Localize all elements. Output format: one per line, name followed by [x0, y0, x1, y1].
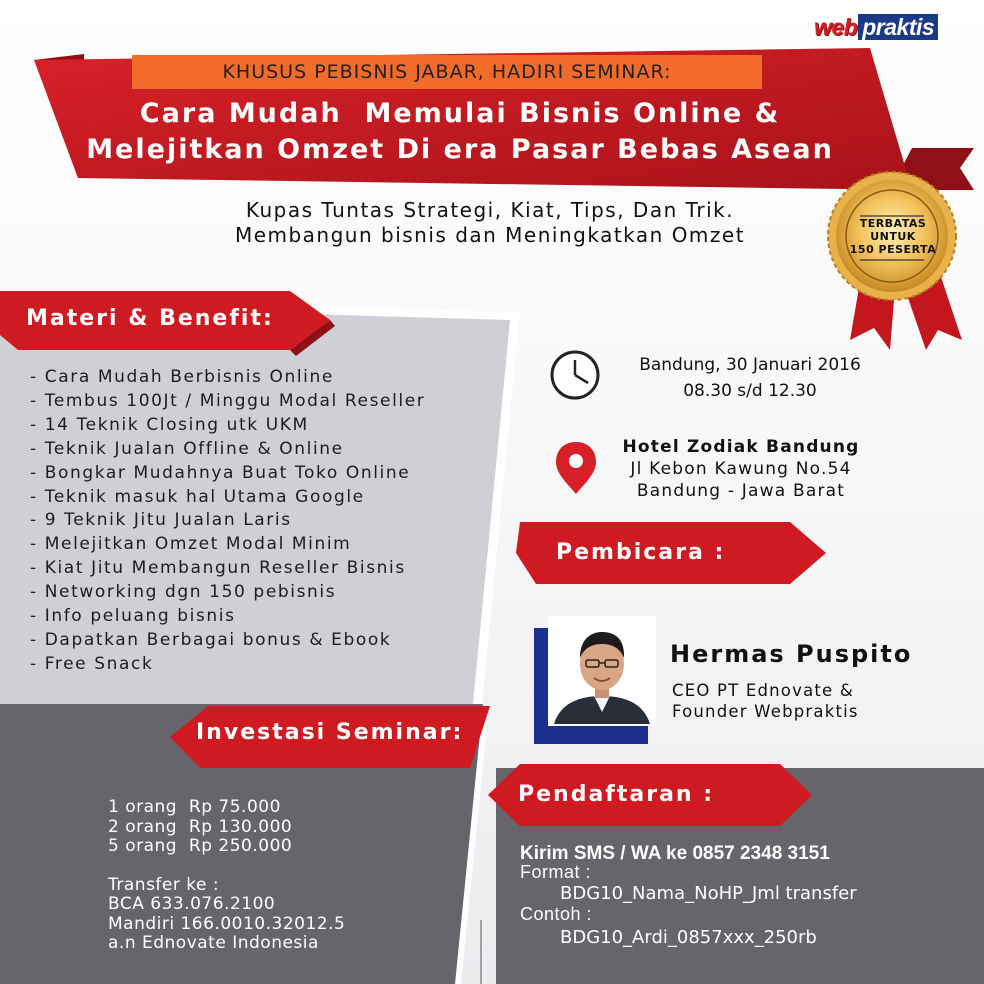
speaker-role-line-2: Founder Webpraktis [672, 702, 859, 721]
example-value: BDG10_Ardi_0857xxx_250rb [560, 927, 817, 948]
benefit-item: - Dapatkan Berbagai bonus & Ebook [30, 629, 392, 650]
account-name: a.n Ednovate Indonesia [108, 933, 319, 953]
benefit-item: - Cara Mudah Berbisnis Online [30, 367, 334, 387]
speaker-name: Hermas Puspito [670, 640, 913, 668]
registration-heading: Pendaftaran : [518, 782, 715, 807]
bank-bca: BCA 633.076.2100 [108, 894, 276, 914]
venue-name: Hotel Zodiak Bandung [622, 437, 860, 457]
benefit-item: - Teknik Jualan Offline & Online [30, 438, 344, 459]
benefit-item: - Kiat Jitu Membangun Reseller Bisnis [30, 558, 406, 579]
event-venue [596, 436, 886, 502]
price-3: 5 orang Rp 250.000 [108, 836, 293, 856]
venue-street: Jl Kebon Kawung No.54 [630, 459, 852, 479]
benefit-item: - Info peluang bisnis [30, 606, 236, 627]
tagline: KHUSUS PEBISNIS JABAR, HADIRI SEMINAR: [132, 55, 762, 89]
subhead-line-2: Membangun bisnis dan Meningkatkan Omzet [234, 223, 746, 247]
benefit-item: - Teknik masuk hal Utama Google [30, 486, 365, 507]
headline-line-2: Melejitkan Omzet Di era Pasar Bebas Asean [86, 134, 834, 165]
subhead-line-1: Kupas Tuntas Strategi, Kiat, Tips, Dan Trik. [245, 198, 735, 222]
registration-instruction: Kirim SMS / WA ke 0857 2348 3151 [520, 843, 830, 864]
map-pin-icon [556, 442, 596, 494]
webpraktis-logo: web praktis [814, 14, 938, 41]
transfer-label: Transfer ke : [108, 874, 220, 895]
venue-city: Bandung - Jawa Barat [636, 481, 846, 501]
benefits-list [30, 366, 425, 677]
speaker-role [672, 680, 859, 722]
price-1: 1 orang Rp 75.000 [108, 797, 281, 817]
benefit-item: - 9 Teknik Jitu Jualan Laris [30, 510, 292, 531]
event-date: Bandung, 30 Januari 2016 [639, 355, 861, 375]
benefit-item: - Melejitkan Omzet Modal Minim [30, 534, 352, 555]
benefit-item: - Bongkar Mudahnya Buat Toko Online [30, 462, 411, 483]
format-label: Format : [520, 862, 592, 882]
clock-icon [552, 352, 598, 398]
investment-heading: Investasi Seminar: [196, 720, 464, 745]
benefit-item: - Free Snack [30, 653, 154, 674]
subheadline [150, 198, 830, 248]
format-value: BDG10_Nama_NoHP_Jml transfer [560, 883, 857, 904]
headline [70, 96, 850, 168]
example-label: Contoh : [520, 904, 593, 924]
speaker-role-line-1: CEO PT Ednovate & [672, 681, 854, 700]
speaker-photo [548, 616, 656, 726]
pricing-info [108, 798, 345, 954]
bank-mandiri: Mandiri 166.0010.32012.5 [108, 913, 346, 934]
headline-line-1: Cara Mudah Memulai Bisnis Online & [139, 98, 781, 129]
seal-text [840, 217, 946, 256]
speaker-portrait [550, 618, 654, 724]
benefit-item: - Networking dgn 150 pebisnis [30, 582, 337, 603]
benefit-item: - Tembus 100Jt / Minggu Modal Reseller [30, 390, 426, 411]
seal-line-2: UNTUK [870, 230, 916, 243]
event-datetime [598, 352, 902, 404]
speaker-heading: Pembicara : [556, 540, 726, 565]
event-time: 08.30 s/d 12.30 [683, 381, 817, 401]
seal-line-3: 150 PESERTA [849, 243, 937, 256]
benefit-item: - 14 Teknik Closing utk UKM [30, 414, 309, 435]
price-2: 2 orang Rp 130.000 [108, 816, 293, 837]
seal-line-1: TERBATAS [859, 217, 927, 230]
benefits-heading: Materi & Benefit: [26, 306, 274, 331]
